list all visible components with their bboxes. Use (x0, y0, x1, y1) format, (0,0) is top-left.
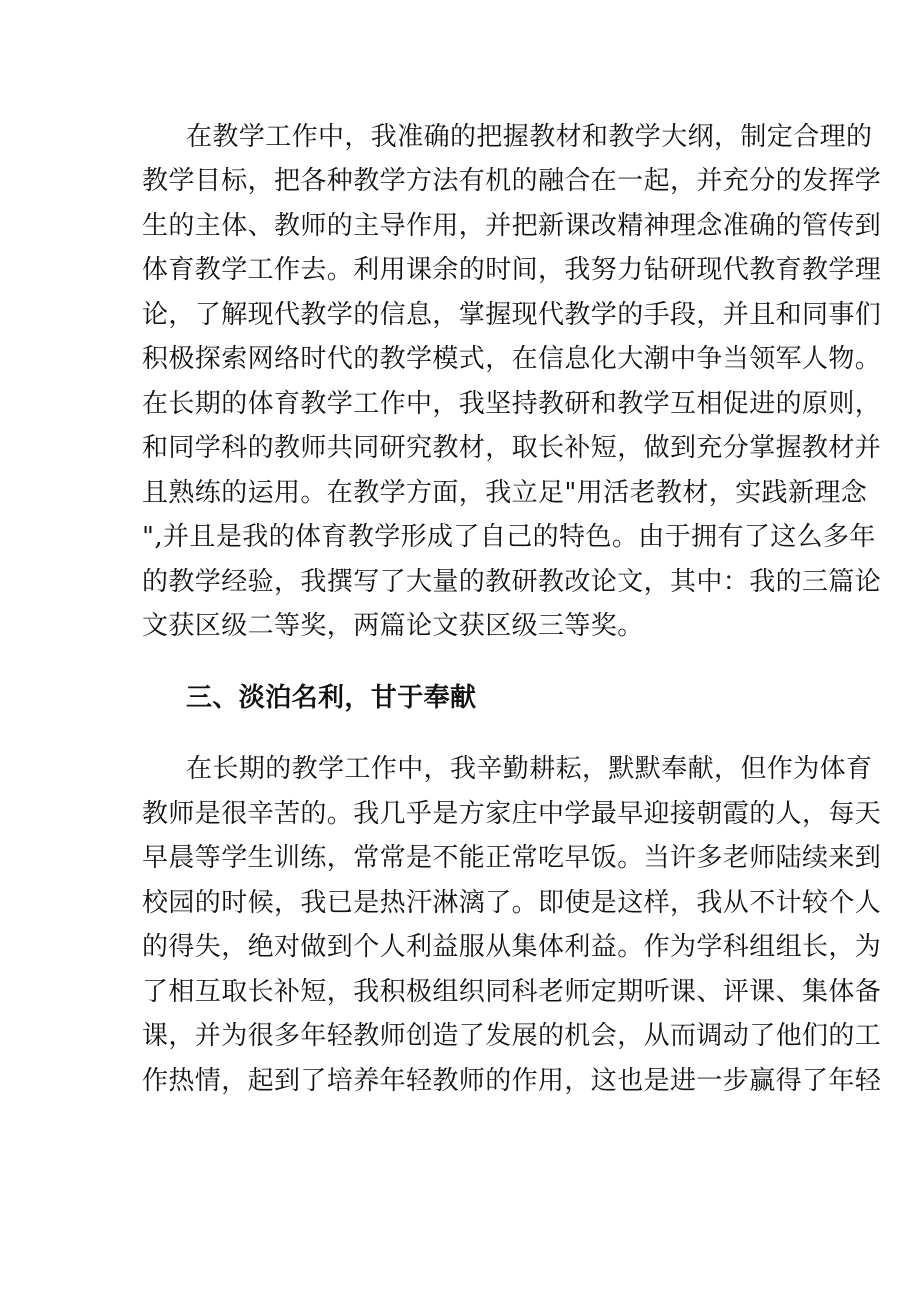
paragraph1-line: 教学目标，把各种教学方法有机的融合在一起，并充分的发挥学 (142, 166, 882, 196)
paragraph1-line: 生的主体、教师的主导作用，并把新课改精神理念准确的管传到 (142, 211, 882, 241)
paragraph1-line: ",并且是我的体育教学形成了自己的特色。由于拥有了这么多年 (142, 522, 876, 552)
paragraph1-line: 且熟练的运用。在教学方面，我立足"用活老教材，实践新理念 (142, 478, 868, 508)
paragraph2-line: 教师是很辛苦的。我几乎是方家庄中学最早迎接朝霞的人，每天 (142, 799, 882, 829)
paragraph1-line: 在长期的体育教学工作中，我坚持教研和教学互相促进的原则， (142, 389, 882, 419)
paragraph1-line: 论，了解现代教学的信息，掌握现代教学的手段，并且和同事们 (142, 300, 882, 330)
paragraph2-line: 早晨等学生训练，常常是不能正常吃早饭。当许多老师陆续来到 (142, 843, 882, 873)
paragraph1-line: 和同学科的教师共同研究教材，取长补短，做到充分掌握教材并 (142, 433, 882, 463)
paragraph2-line: 了相互取长补短，我积极组织同科老师定期听课、评课、集体备 (142, 977, 882, 1007)
paragraph2-line: 作热情，起到了培养年轻教师的作用，这也是进一步赢得了年轻 (142, 1066, 882, 1096)
paragraph1-line: 体育教学工作去。利用课余的时间，我努力钻研现代教育教学理 (142, 255, 882, 285)
paragraph2-line: 校园的时候，我已是热汗淋漓了。即使是这样，我从不计较个人 (142, 888, 882, 918)
paragraph2-line: 的得失，绝对做到个人利益服从集体利益。作为学科组组长，为 (142, 932, 882, 962)
paragraph2-line: 在长期的教学工作中，我辛勤耕耘，默默奉献，但作为体育 (186, 754, 873, 784)
section-heading: 三、淡泊名利，甘于奉献 (186, 683, 477, 713)
paragraph1-line: 的教学经验，我撰写了大量的教研教改论文，其中：我的三篇论 (142, 567, 882, 597)
paragraph2-line: 课，并为很多年轻教师创造了发展的机会，从而调动了他们的工 (142, 1021, 882, 1051)
paragraph1-line: 文获区级二等奖，两篇论文获区级三等奖。 (142, 611, 644, 641)
paragraph1-line: 在教学工作中，我准确的把握教材和教学大纲，制定合理的 (186, 122, 873, 152)
paragraph1-line: 积极探索网络时代的教学模式，在信息化大潮中争当领军人物。 (142, 344, 882, 374)
